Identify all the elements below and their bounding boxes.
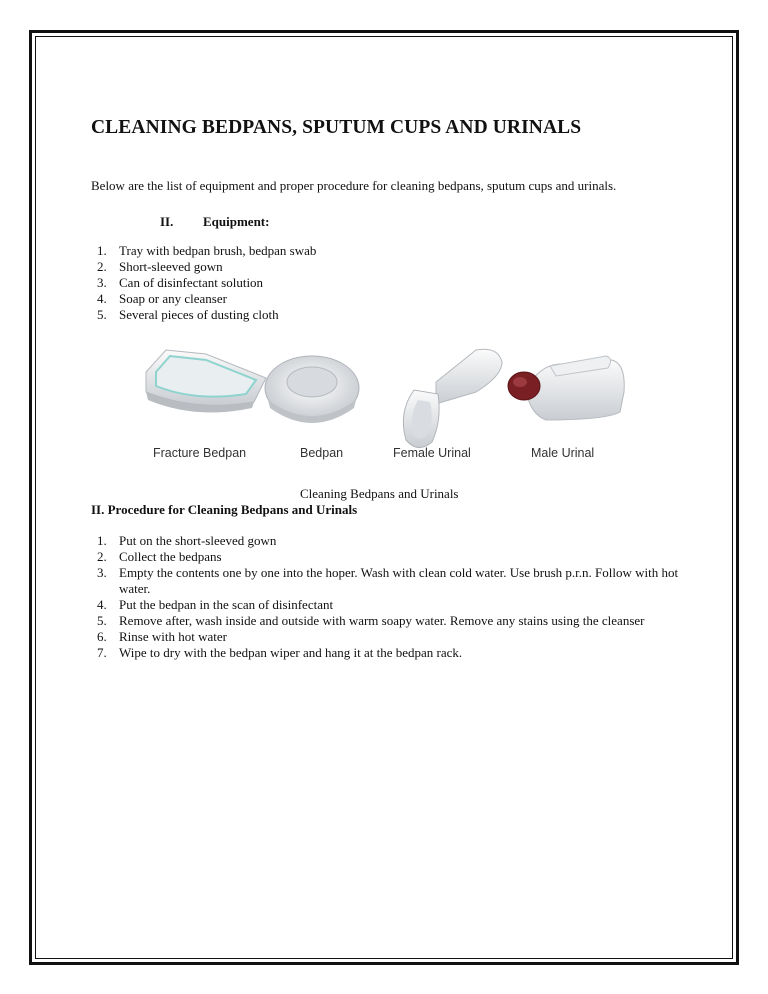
- fracture-bedpan-image: [146, 350, 266, 413]
- bedpan-image: [265, 356, 359, 423]
- list-item: 1. Tray with bedpan brush, bedpan swab: [97, 243, 317, 258]
- list-item: 4. Put the bedpan in the scan of disinfectant: [97, 597, 334, 612]
- male-urinal-label: Male Urinal: [531, 446, 595, 460]
- equipment-list: [91, 243, 651, 323]
- list-item: 3. Can of disinfectant solution: [97, 275, 264, 290]
- male-urinal-image: [508, 356, 624, 420]
- figure-caption: Cleaning Bedpans and Urinals: [300, 486, 459, 501]
- equipment-section-title: Equipment:: [203, 214, 270, 229]
- equipment-section-number: II.: [160, 214, 174, 229]
- female-urinal-label: Female Urinal: [393, 446, 471, 460]
- list-item: 6. Rinse with hot water: [97, 629, 227, 644]
- list-item: 4. Soap or any cleanser: [97, 291, 227, 306]
- list-item: 2. Short-sleeved gown: [97, 259, 223, 274]
- list-item: 5. Several pieces of dusting cloth: [97, 307, 279, 322]
- equipment-heading: [160, 214, 269, 230]
- list-item: 3. Empty the contents one by one into the hoper. Wash with clean cold water. Use brush p.r.n. Follow with hot water.: [97, 565, 679, 596]
- page-title: CLEANING BEDPANS, SPUTUM CUPS AND URINALS: [91, 117, 582, 138]
- intro-paragraph: Below are the list of equipment and proper procedure for cleaning bedpans, sputum cups and urinals.: [91, 178, 617, 193]
- procedure-heading: II. Procedure for Cleaning Bedpans and Urinals: [91, 502, 358, 517]
- list-item: 5. Remove after, wash inside and outside with warm soapy water. Remove any stains using the cleanser: [97, 613, 645, 628]
- procedure-list: [91, 533, 681, 661]
- bedpan-label: Bedpan: [300, 446, 344, 460]
- list-item: 2. Collect the bedpans: [97, 549, 222, 564]
- fracture-bedpan-label: Fracture Bedpan: [153, 446, 247, 460]
- list-item: 1. Put on the short-sleeved gown: [97, 533, 277, 548]
- female-urinal-image: [403, 349, 502, 447]
- list-item: 7. Wipe to dry with the bedpan wiper and hang it at the bedpan rack.: [97, 645, 463, 660]
